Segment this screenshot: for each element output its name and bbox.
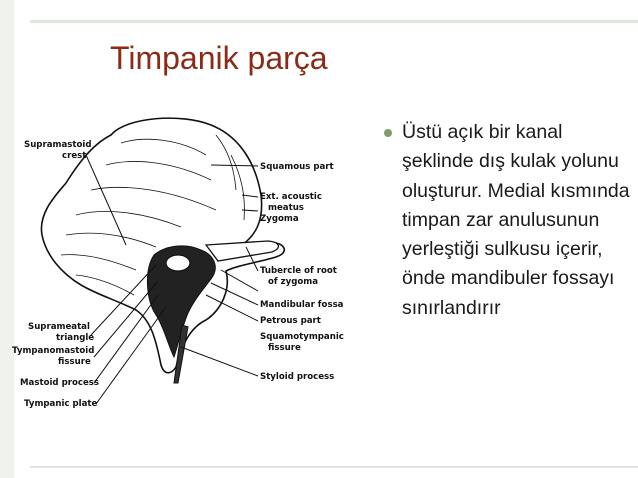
label-supramastoid-crest-line2: crest (62, 151, 87, 161)
label-styloid-process: Styloid process (260, 372, 335, 382)
slide-title: Timpanik parça (110, 40, 328, 76)
bullet-text: Üstü açık bir kanal şeklinde dış kulak yolunu oluşturur. Medial kısmında timpan zar anulusunun yerleştiği sulkusu içerir, önde mandibuler fossayı sınırlandırır (402, 121, 630, 319)
label-ext-acoustic-meatus-line2: meatus (268, 203, 304, 213)
label-ext-acoustic-meatus-line1: Ext. acoustic (260, 192, 322, 202)
temporal-bone-illustration (6, 95, 382, 435)
label-squamous-part: Squamous part (260, 162, 334, 172)
label-tubercle-of-root-line1: Tubercle of root (260, 266, 337, 276)
label-mandibular-fossa: Mandibular fossa (260, 300, 344, 310)
label-supramastoid-crest-line1: Supramastoid (24, 140, 92, 150)
label-tympanic-plate: Tympanic plate (24, 399, 98, 409)
label-petrous-part: Petrous part (260, 316, 321, 326)
label-tubercle-of-root-line2: of zygoma (268, 277, 319, 287)
label-tympanomastoid-fissure-line2: fissure (58, 357, 91, 367)
bullet-item (384, 118, 634, 323)
label-zygoma: Zygoma (260, 214, 299, 224)
bullet-list (384, 118, 634, 323)
bullet-marker (384, 129, 392, 137)
label-squamotympanic-fissure-line2: fissure (268, 343, 301, 353)
label-suprameatal-triangle-line1: Suprameatal (28, 322, 90, 332)
top-divider (30, 20, 638, 23)
bottom-divider (30, 466, 638, 468)
label-mastoid-process: Mastoid process (20, 378, 100, 388)
label-squamotympanic-fissure-line1: Squamotympanic (260, 332, 344, 342)
label-suprameatal-triangle-line2: triangle (56, 333, 95, 343)
ext-acoustic-meatus-opening (166, 255, 190, 271)
label-tympanomastoid-fissure-line1: Tympanomastoid (12, 346, 95, 356)
temporal-bone-drawing (6, 95, 382, 435)
